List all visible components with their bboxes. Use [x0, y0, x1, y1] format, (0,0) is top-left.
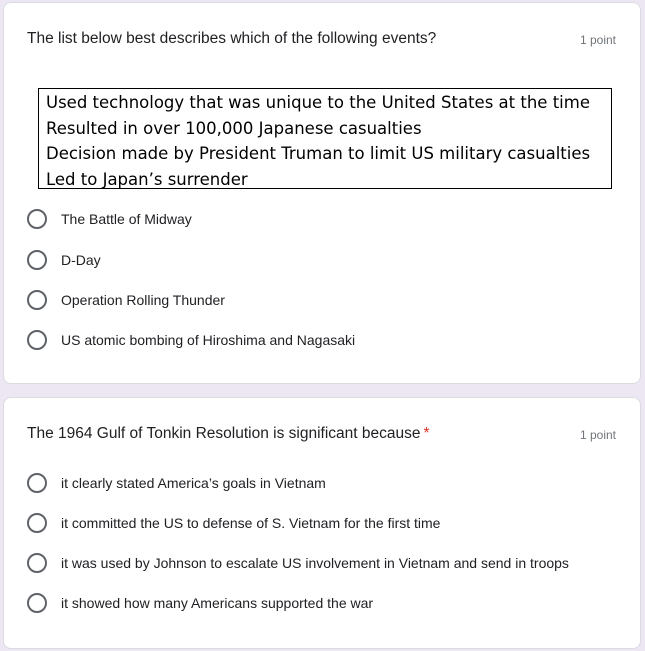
question-title-text: The 1964 Gulf of Tonkin Resolution is significant because [27, 425, 421, 442]
radio-button[interactable] [27, 209, 47, 229]
option-americans-supported[interactable] [27, 592, 373, 614]
radio-button[interactable] [27, 290, 47, 310]
option-d-day[interactable] [27, 249, 101, 271]
points-label: 1 point [579, 33, 616, 47]
statement-line: Led to Japan’s surrender [46, 169, 248, 189]
radio-button[interactable] [27, 553, 47, 573]
option-label: it was used by Johnson to escalate US involvement in Vietnam and send in troops [61, 555, 569, 571]
radio-button[interactable] [27, 513, 47, 533]
radio-button[interactable] [27, 250, 47, 270]
option-escalate-involvement[interactable] [27, 552, 569, 574]
option-label: it committed the US to defense of S. Vietnam for the first time [61, 515, 441, 531]
option-stated-goals[interactable] [27, 472, 326, 494]
option-label: The Battle of Midway [61, 211, 192, 227]
option-label: D-Day [61, 252, 101, 268]
statement-line: Decision made by President Truman to limit US military casualties [46, 144, 591, 163]
question-card-1 [3, 2, 641, 384]
option-label: it clearly stated America’s goals in Vietnam [61, 475, 326, 491]
option-operation-rolling-thunder[interactable] [27, 289, 225, 311]
question-card-2 [3, 397, 641, 649]
radio-button[interactable] [27, 593, 47, 613]
radio-button[interactable] [27, 473, 47, 493]
required-asterisk: * [423, 425, 430, 442]
option-label: US atomic bombing of Hiroshima and Nagasaki [61, 332, 356, 348]
statement-list-image [38, 88, 612, 189]
option-label: it showed how many Americans supported the war [61, 595, 374, 611]
question-title [27, 425, 430, 443]
question-title: The list below best describes which of the following events? [27, 30, 437, 47]
option-atomic-bombing[interactable] [27, 329, 355, 351]
option-committed-defense[interactable] [27, 512, 440, 534]
statement-line: Resulted in over 100,000 Japanese casualties [46, 118, 422, 138]
option-label: Operation Rolling Thunder [61, 292, 225, 308]
option-battle-of-midway[interactable] [27, 208, 192, 230]
points-label: 1 point [579, 428, 616, 442]
statement-line: Used technology that was unique to the United States at the time [46, 93, 590, 112]
radio-button[interactable] [27, 330, 47, 350]
